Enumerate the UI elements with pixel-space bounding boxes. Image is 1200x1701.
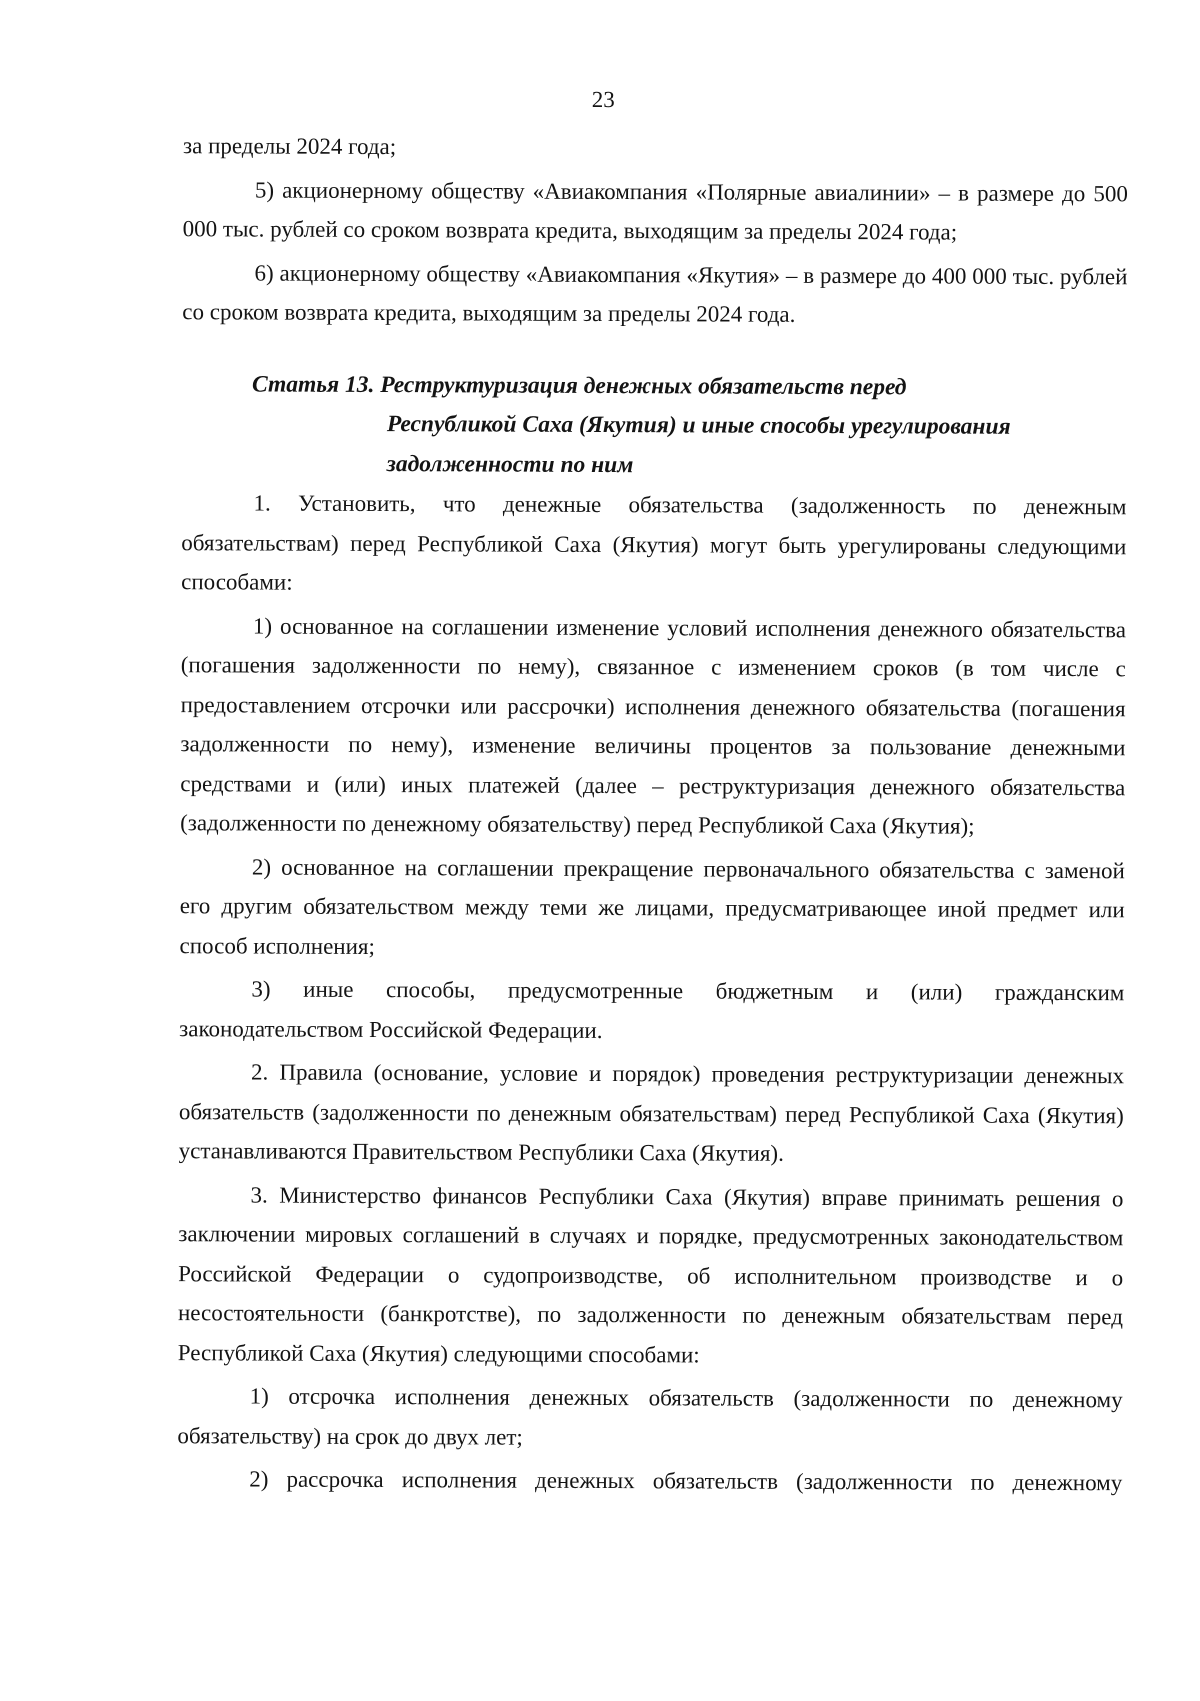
article-heading [182,365,1128,488]
paragraph-item-5: 5) акционерному обществу «Авиакомпания «Полярные авиалинии» – в размере до 500 000 тыс. рублей со сроком возврата кредита, выходящим за пределы 2024 года; [182,176,1128,245]
article-title-line: Статья 13. Реструктуризация денежных обязательств перед [251,370,907,400]
paragraph-clause-1-item-2: 2) основанное на соглашении прекращение первоначального обязательства с заменой его другим обязательством между теми же лицами, предусматривающее иной предмет или способ исполнения; [179,853,1125,959]
paragraph-clause-1-item-1: 1) основанное на соглашении изменение условий исполнения денежного обязательства (погашения задолженности по нему), связанное с изменением сроков (в том числе с предоставлением отсрочки или рассрочки) исполнения денежного обязательства (погашения задолженности по нему), изменение величины процентов за пользование денежными средствами и (или) иных платежей (далее – реструктуризация денежного обязательства (задолженности по денежному обязательству) перед Республикой Саха (Якутия); [180,612,1127,839]
paragraph-clause-1-item-3: 3) иные способы, предусмотренные бюджетным и (или) гражданским законодательством Российской Федерации. [179,976,1125,1043]
paragraph-continuation: за пределы 2024 года; [183,133,397,160]
document-body [177,126,1128,1503]
article-title-line: Республикой Саха (Якутия) и иные способы урегулирования [386,411,1011,440]
paragraph-clause-2: 2. Правила (основание, условие и порядок) проведения реструктуризации денежных обязательств (задолженности по денежным обязательствам) перед Республикой Саха (Якутия) устанавливаются Правительством Республики Саха (Якутия). [178,1059,1125,1166]
article-title-line: задолженности по ним [386,450,634,478]
paragraph-clause-3: 3. Министерство финансов Республики Саха (Якутия) вправе принимать решения о заключении мировых соглашений в случаях и порядке, предусмотренных законодательством Российской Федерации о судопроизводстве, об исполнительном производстве и о несостоятельности (банкротстве), по задолженности по денежным обязательствам перед Республикой Саха (Якутия) следующими способами: [177,1181,1124,1367]
paragraph-clause-1: 1. Установить, что денежные обязательства (задолженность по денежным обязательствам) перед Республикой Саха (Якутия) могут быть урегулированы следующими способами: [181,490,1127,595]
page-number: 23 [591,86,615,113]
paragraph-clause-3-item-1: 1) отсрочка исполнения денежных обязательств (задолженности по денежному обязательству) на срок до двух лет; [177,1383,1123,1450]
paragraph-item-6: 6) акционерному обществу «Авиакомпания «Якутия» – в размере до 400 000 тыс. рублей со сроком возврата кредита, выходящим за пределы 2024 года. [182,259,1128,327]
paragraph-clause-3-item-2: 2) рассрочка исполнения денежных обязательств (задолженности по денежному [249,1466,1123,1496]
